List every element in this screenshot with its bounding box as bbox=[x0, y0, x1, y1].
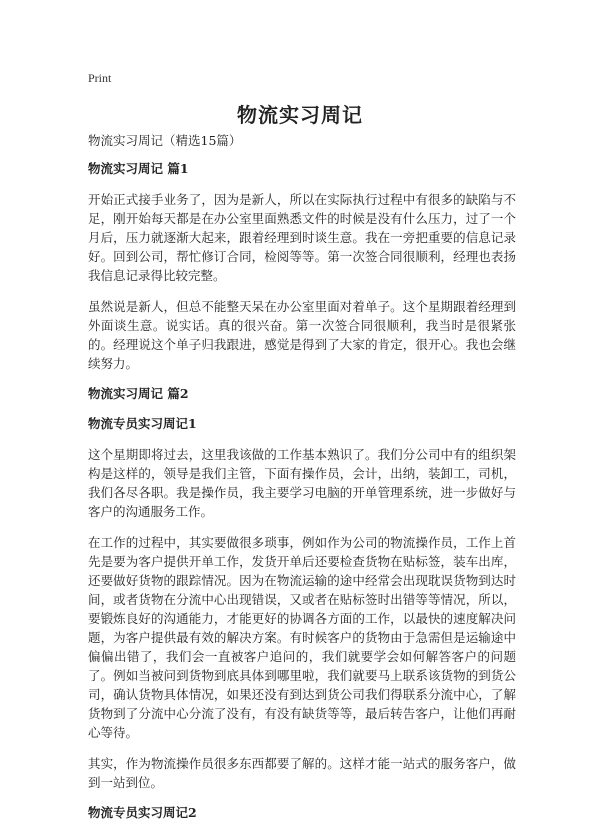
section-1-paragraph-1: 开始正式接手业务了，因为是新人，所以在实际执行过程中有很多的缺陷与不足，刚开始每天都是在办公室里面熟悉文件的时候是没有什么压力，过了一个月后，压力就逐渐大起来，跟着经理到时谈生意。我在一旁把重要的信息记录好。回到公司，帮忙修订合同，检阅等等。第一次签合同很顺利，经理也表扬我信息记录得比较完整。 bbox=[88, 192, 516, 283]
section-1-paragraph-2: 虽然说是新人，但总不能整天呆在办公室里面对着单子。这个星期跟着经理到外面谈生意。说实话。真的很兴奋。第一次签合同很顺利，我当时是很紧张的。经理说这个单子归我跟进，感觉是得到了大家的肯定，很开心。我也会继续努力。 bbox=[88, 299, 516, 371]
document-body bbox=[88, 132, 516, 834]
section-1-heading: 物流实习周记 篇1 bbox=[88, 161, 189, 176]
print-link[interactable]: Print bbox=[88, 71, 112, 85]
section-2-subheading-1: 物流专员实习周记1 bbox=[88, 416, 197, 431]
section-2-paragraph-2: 在工作的过程中，其实要做很多琐事，例如作为公司的物流操作员，工作上首先是要为客户提供开单工作，发货开单后还要检查货物在贴标签，装车出库，还要做好货物的跟踪情况。因为在物流运输的途中经常会出现耽误货物到达时间，或者货物在分流中心出现错误，又或者在贴标签时出错等等情况，所以，要锻炼良好的沟通能力，才能更好的协调各方面的工作，以最快的速度解决问题，为客户提供最有效的解决方案。有时候客户的货物由于急需但是运输途中偏偏出错了，我们会一直被客户追问的，我们就要学会如何解答客户的问题了。例如当被问到货物到底具体到哪里啦，我们就要马上联系该货物的到货公司，确认货物具体情况，如果还没有到达到货公司我们得联系分流中心，了解货物到了分流中心分流了没有，有没有缺货等等，最后转告客户，让他们再耐心等待。 bbox=[88, 535, 516, 740]
section-2-heading: 物流实习周记 篇2 bbox=[88, 386, 189, 401]
document-title: 物流实习周记 bbox=[237, 103, 363, 127]
document-subtitle: 物流实习周记（精选15篇） bbox=[88, 133, 242, 148]
section-2-subheading-2: 物流专员实习周记2 bbox=[88, 805, 197, 820]
section-2-paragraph-3: 其实，作为物流操作员很多东西都要了解的。这样才能一站式的服务客户，做到一站到位。 bbox=[88, 756, 516, 790]
section-2-paragraph-1: 这个星期即将过去，这里我该做的工作基本熟识了。我们分公司中有的组织架构是这样的，领导是我们主管，下面有操作员，会计，出纳，装卸工，司机，我们各尽各职。我是操作员，我主要学习电脑的开单管理系统，进一步做好与客户的沟通服务工作。 bbox=[88, 447, 516, 519]
